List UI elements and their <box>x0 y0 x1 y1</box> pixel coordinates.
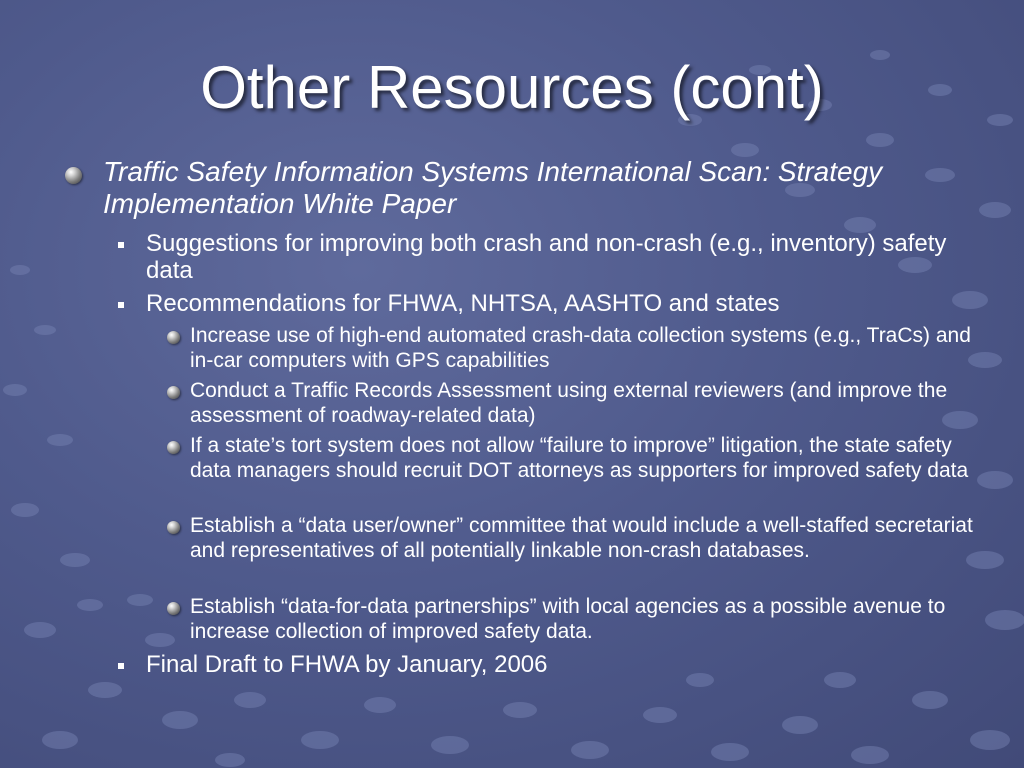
sphere-bullet-icon <box>167 602 180 615</box>
bullet-item-l3 <box>190 595 980 644</box>
square-bullet-icon <box>118 663 124 669</box>
bullet-item-l2 <box>146 290 966 317</box>
bullet-item-l3 <box>190 514 980 563</box>
bullet-item-l3 <box>190 324 980 373</box>
bullet-text: Conduct a Traffic Records Assessment using external reviewers (and improve the assessment of roadway-related data) <box>190 379 948 427</box>
slide-title: Other Resources (cont) <box>200 54 824 121</box>
bullet-text: Establish a “data user/owner” committee that would include a well-staffed secretariat and representatives of all potentially linkable non-crash databases. <box>190 514 973 562</box>
bullet-item-l2 <box>146 230 966 284</box>
sphere-bullet-icon <box>65 167 82 184</box>
bullet-text: Increase use of high-end automated crash-data collection systems (e.g., TraCs) and in-car computers with GPS capabilities <box>190 324 971 372</box>
bullet-text: Recommendations for FHWA, NHTSA, AASHTO and states <box>146 290 780 317</box>
sphere-bullet-icon <box>167 331 180 344</box>
bullet-text: Traffic Safety Information Systems International Scan: Strategy Implementation White Paper <box>103 156 883 219</box>
bullet-text: If a state’s tort system does not allow “failure to improve” litigation, the state safety data managers should recruit DOT attorneys as supporters for improved safety data <box>190 434 969 482</box>
bullet-text: Final Draft to FHWA by January, 2006 <box>146 651 548 678</box>
bullet-item-l1 <box>103 156 983 220</box>
sphere-bullet-icon <box>167 386 180 399</box>
bullet-item-l3 <box>190 434 980 483</box>
square-bullet-icon <box>118 302 124 308</box>
square-bullet-icon <box>118 242 124 248</box>
bullet-item-l3 <box>190 379 980 428</box>
bullet-text: Establish “data-for-data partnerships” with local agencies as a possible avenue to increase collection of improved safety data. <box>190 595 946 643</box>
bullet-item-l2 <box>146 651 966 678</box>
sphere-bullet-icon <box>167 441 180 454</box>
bullet-text: Suggestions for improving both crash and non-crash (e.g., inventory) safety data <box>146 230 947 284</box>
sphere-bullet-icon <box>167 521 180 534</box>
